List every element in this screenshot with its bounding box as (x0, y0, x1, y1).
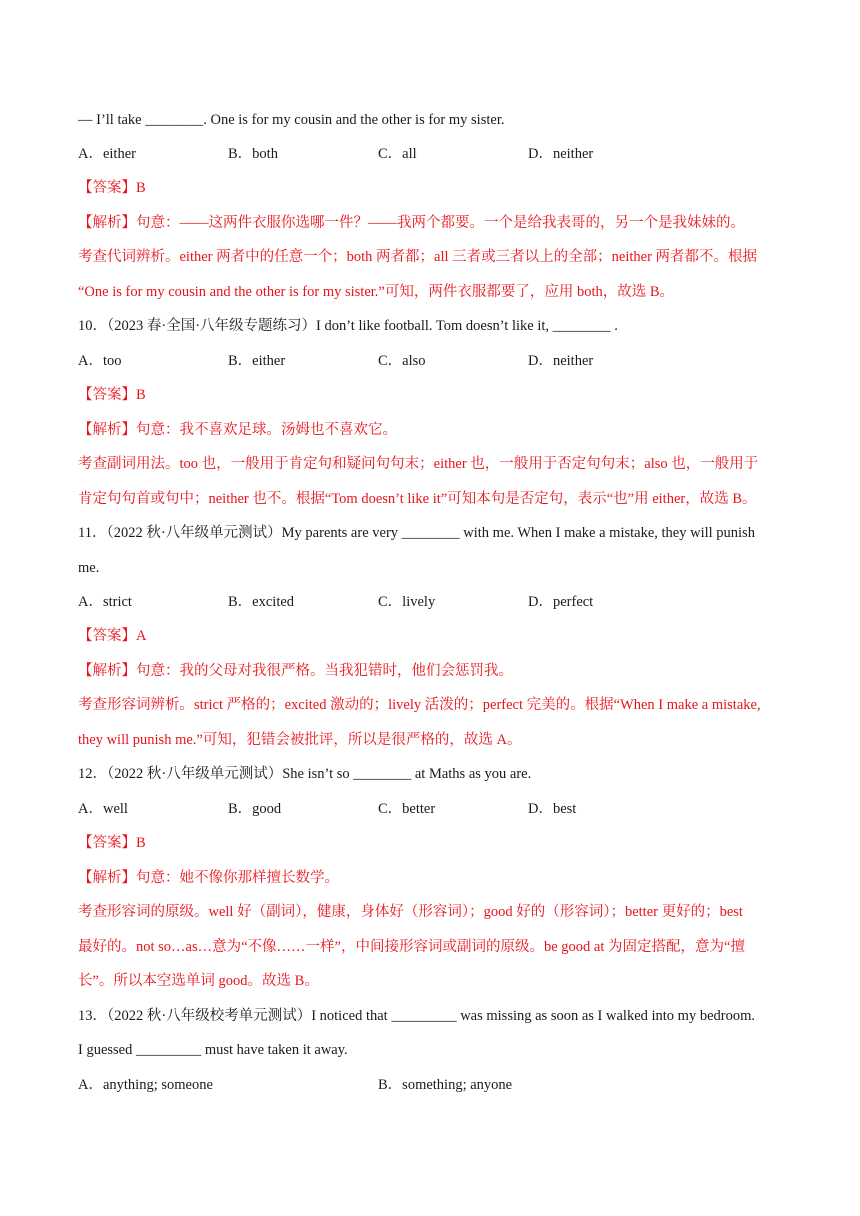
q12-options (78, 799, 798, 819)
q12-option-c: C．better (378, 801, 436, 817)
q11-option-c: C．lively (378, 594, 436, 610)
q9-option-c: C．all (378, 146, 417, 162)
q13-option-a: A．anything; someone (78, 1077, 213, 1093)
q12-answer: 【答案】B (78, 835, 146, 851)
q11-option-d: D．perfect (528, 594, 594, 610)
q13-stem: 13．（2022 秋·八年级校考单元测试）I noticed that _________ was missing as soon as I walked into my bedroom. (78, 1008, 756, 1024)
q12-analysis: 考查形容词的原级。well 好（副词），健康，身体好（形容词）；good 好的（形容词）；better 更好的；best (78, 904, 743, 920)
q9-option-d: D．neither (528, 146, 594, 162)
q11-stem: me. (78, 560, 100, 576)
q12-option-a: A．well (78, 801, 128, 817)
q9-analysis: 【解析】句意：——这两件衣服你选哪一件？——我两个都要。一个是给我表哥的，另一个是我妹妹的。 (78, 215, 745, 231)
q11-option-a: A．strict (78, 594, 132, 610)
q13-options (78, 1075, 798, 1095)
q10-option-c: C．also (378, 353, 426, 369)
q11-analysis: 【解析】句意：我的父母对我很严格。当我犯错时，他们会惩罚我。 (78, 663, 513, 679)
q10-options (78, 351, 798, 371)
q10-analysis: 考查副词用法。too 也，一般用于肯定句和疑问句句末；either 也，一般用于否定句句末；also 也，一般用于 (78, 456, 759, 472)
q10-option-d: D．neither (528, 353, 594, 369)
q12-option-d: D．best (528, 801, 577, 817)
q9-option-b: B．both (228, 146, 278, 162)
q10-stem: 10．（2023 春·全国·八年级专题练习）I don’t like football. Tom doesn’t like it, ________ . (78, 318, 618, 334)
q12-option-b: B．good (228, 801, 282, 817)
q10-option-b: B．either (228, 353, 286, 369)
q11-stem: 11．（2022 秋·八年级单元测试）My parents are very ________ with me. When I make a mistake, they will punish (78, 525, 755, 541)
q11-analysis: they will punish me.”可知，犯错会被批评，所以是很严格的，故选 A。 (78, 732, 522, 748)
q12-analysis: 【解析】句意：她不像你那样擅长数学。 (78, 870, 339, 886)
q12-stem: 12．（2022 秋·八年级单元测试）She isn’t so ________ at Maths as you are. (78, 766, 532, 782)
q11-option-b: B．excited (228, 594, 295, 610)
q9-analysis: “One is for my cousin and the other is for my sister.”可知，两件衣服都要了，应用 both，故选 B。 (78, 284, 675, 300)
q13-stem: I guessed _________ must have taken it away. (78, 1042, 348, 1058)
q12-analysis: 长”。所以本空选单词 good。故选 B。 (78, 973, 319, 989)
q9-options (78, 144, 798, 164)
q10-analysis: 【解析】句意：我不喜欢足球。汤姆也不喜欢它。 (78, 422, 397, 438)
q10-option-a: A．too (78, 353, 122, 369)
q10-answer: 【答案】B (78, 387, 146, 403)
q11-analysis: 考查形容词辨析。strict 严格的；excited 激动的；lively 活泼的；perfect 完美的。根据“When I make a mistake, (78, 697, 761, 713)
q13-option-b: B．something; anyone (378, 1077, 513, 1093)
q9-answer: 【答案】B (78, 180, 146, 196)
q11-options (78, 592, 798, 612)
q11-answer: 【答案】A (78, 628, 147, 644)
q9-stem: — I’ll take ________. One is for my cousin and the other is for my sister. (78, 112, 505, 128)
q10-analysis: 肯定句句首或句中；neither 也不。根据“Tom doesn’t like it”可知本句是否定句，表示“也”用 either，故选 B。 (78, 491, 757, 507)
q12-analysis: 最好的。not so…as…意为“不像……一样”，中间接形容词或副词的原级。be good at 为固定搭配，意为“擅 (78, 939, 745, 955)
q9-option-a: A．either (78, 146, 136, 162)
q9-analysis: 考查代词辨析。either 两者中的任意一个；both 两者都；all 三者或三者以上的全部；neither 两者都不。根据 (78, 249, 758, 265)
